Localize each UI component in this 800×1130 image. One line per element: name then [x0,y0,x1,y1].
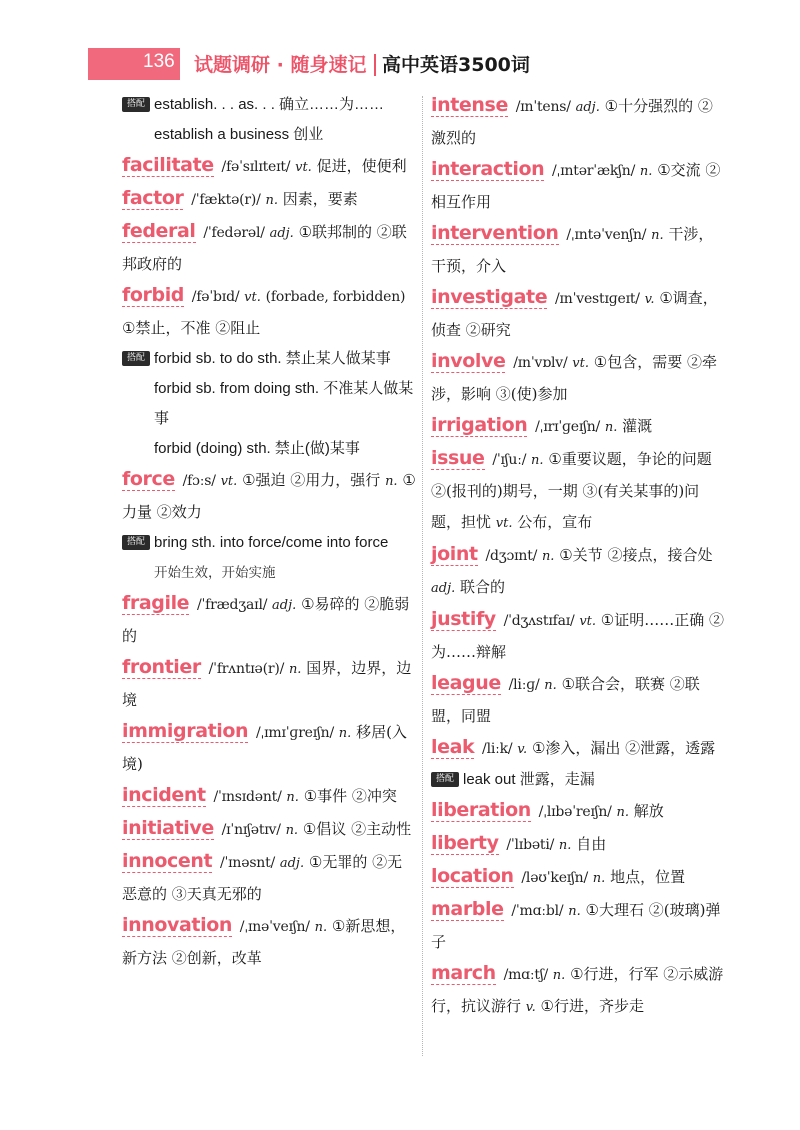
entry-incident [122,780,417,813]
entry-intense [431,90,727,154]
entry-federal [122,216,417,280]
phonetic: /ɪˈnɪʃətɪv/ [221,822,281,838]
entry-forbid [122,280,417,344]
entry-investigate [431,282,727,346]
phonetic: /ˈfrʌntɪə(r)/ [208,661,285,677]
collocation-text: forbid (doing) sth. 禁止(做)某事 [154,440,360,457]
right-column [431,90,727,1023]
entry-justify [431,604,727,668]
collocation-establish [122,90,417,150]
phonetic: /ɪnˈtens/ [515,99,571,115]
headword: liberation [431,799,531,821]
entry-facilitate [122,150,417,183]
definition: ①证明……正确 ②为……辩解 [431,611,725,661]
definition: ①交流 ②相互作用 [431,161,721,211]
definition: 联合的 [460,578,506,596]
part-of-speech: n. [288,662,302,677]
definition: ①新思想，新方法 ②创新，改革 [122,917,406,967]
definition: ①禁止，不准 ②阻止 [122,319,261,337]
entry-innovation [122,910,417,974]
definition: ①关节 ②接点，接合处 [559,546,713,564]
entry-liberty [431,828,727,861]
part-of-speech: n. [544,678,557,693]
phonetic: /ˌɪrɪˈɡeɪʃn/ [535,419,601,435]
part-of-speech: adj. [269,226,294,241]
entry-immigration [122,716,417,780]
definition: ①十分强烈的 ②激烈的 [431,97,713,147]
definition: ①无罪的 ②无恶意的 ③天真无邪的 [122,853,403,903]
collocation-badge: 搭配 [122,97,150,112]
part-of-speech: vt. [244,290,261,305]
collocation-text: establish a business 创业 [154,126,324,143]
part-of-speech: v. [644,292,655,307]
definition: ①事件 ②冲突 [303,787,397,805]
headword: leak [431,736,475,758]
definition: 地点，位置 [610,868,686,886]
left-column [122,90,417,974]
phonetic: /liːk/ [482,741,513,757]
headword: march [431,962,496,984]
entry-frontier [122,652,417,716]
phonetic: /ˈfrædʒaɪl/ [196,597,268,613]
collocation-text: leak out 泄露，走漏 [463,771,595,788]
part-of-speech: n. [265,193,278,208]
phonetic: /mɑːtʃ/ [503,967,548,983]
definition: ①调查，侦查 ②研究 [431,289,718,339]
page-number: 136 [143,51,175,72]
part-of-speech: vt. [495,516,513,531]
headword: irrigation [431,414,528,436]
phonetic: /fəˈsɪlɪteɪt/ [221,159,291,175]
phonetic: /ˌɪnəˈveɪʃn/ [239,919,310,935]
headword: incident [122,784,206,806]
part-of-speech: n. [541,549,555,564]
part-of-speech: adj. [272,598,297,613]
part-of-speech: n. [604,420,618,435]
column-divider [422,96,423,1056]
phonetic: /ˌɪntərˈækʃn/ [552,163,636,179]
page-header [0,48,800,80]
headword: fragile [122,592,190,614]
phonetic: /ˈdʒʌstɪfaɪ/ [503,613,575,629]
collocation-badge: 搭配 [122,535,150,550]
collocation-forbid [122,344,417,464]
part-of-speech: n. [338,726,352,741]
definition: 国界，边界，边境 [122,659,412,709]
headword: innocent [122,850,213,872]
phonetic: /ləʊˈkeɪʃn/ [521,870,588,886]
part-of-speech: vt. [579,614,597,629]
collocation-text: bring sth. into force/come into force [154,534,389,551]
entry-initiative [122,813,417,846]
part-of-speech: n. [639,164,653,179]
headword: issue [431,447,485,469]
entry-leak [431,732,727,765]
part-of-speech: n. [285,823,299,838]
definition: ①联合会，联赛 ②联盟，同盟 [431,675,700,725]
part-of-speech: v. [525,1000,536,1015]
headword: joint [431,543,478,565]
headword: involve [431,350,506,372]
headword: force [122,468,175,490]
part-of-speech: n. [552,968,566,983]
entry-interaction [431,154,727,218]
headword: league [431,672,501,694]
part-of-speech: v. [517,742,528,757]
definition: ①渗入，漏出 ②泄露，透露 [531,739,716,757]
part-of-speech: vt. [572,356,589,371]
entry-irrigation [431,410,727,443]
phonetic: /ˈmɑːbl/ [511,903,564,919]
collocation-badge: 搭配 [122,351,150,366]
headword: immigration [122,720,249,742]
phonetic: /fɔːs/ [182,473,216,489]
part-of-speech: n. [592,871,606,886]
headword: liberty [431,832,499,854]
definition: ①联邦制的 ②联邦政府的 [122,223,407,273]
headword: interaction [431,158,545,180]
headword: innovation [122,914,233,936]
phonetic: /ˈlɪbəti/ [506,837,555,853]
part-of-speech: n. [531,453,544,468]
headword: marble [431,898,504,920]
phonetic: /ˌlɪbəˈreɪʃn/ [538,804,612,820]
definition: 移居(入境) [122,723,407,773]
headword: initiative [122,817,214,839]
headword: intense [431,94,508,116]
entry-intervention [431,218,727,282]
phonetic: /ˈɪnəsnt/ [219,855,276,871]
phonetic: /ˈɪʃuː/ [492,452,527,468]
phonetic: /ˌɪntəˈvenʃn/ [566,227,647,243]
collocation-text: forbid sb. from doing sth. 不准某人做某事 [154,380,414,427]
definition: 干涉，干预，介入 [431,225,714,275]
collocation-badge: 搭配 [431,772,459,787]
collocation-text: establish. . . as. . . 确立……为…… [154,96,385,113]
header-separator [374,54,376,76]
headword: facilitate [122,154,214,176]
part-of-speech: n. [385,474,398,489]
entry-fragile [122,588,417,652]
part-of-speech: vt. [220,474,238,489]
collocation-leak [431,765,727,795]
phonetic: /fəˈbɪd/ [191,289,240,305]
definition: 自由 [576,835,607,853]
definition: 灌溉 [622,417,653,435]
collocation-text: forbid sb. to do sth. 禁止某人做某事 [154,350,391,367]
series-title: 试题调研 · 随身速记 [194,54,367,76]
definition: 解放 [633,802,664,820]
entry-involve [431,346,727,410]
phonetic: /ˈfedərəl/ [203,225,265,241]
definition: ①行进，行军 ②示威游行，抗议游行 [431,965,724,1015]
book-title: 高中英语3500词 [382,54,530,76]
part-of-speech: adj. [575,100,600,115]
entry-joint [431,539,727,604]
part-of-speech: n. [616,805,629,820]
headword: frontier [122,656,201,678]
headword: factor [122,187,184,209]
headword: investigate [431,286,548,308]
phonetic: /ˈfæktə(r)/ [191,192,261,208]
entry-march [431,958,727,1023]
phonetic: /liːɡ/ [508,677,540,693]
entry-factor [122,183,417,216]
collocation-text: 开始生效，开始实施 [154,565,276,581]
definition: ①倡议 ②主动性 [302,820,412,838]
entry-location [431,861,727,894]
headword: location [431,865,514,887]
definition: ①力量 ②效力 [122,471,416,521]
definition: ①包含，需要 ②牵涉，影响 ③(使)参加 [431,353,717,403]
phonetic: /ˈɪnsɪdənt/ [213,789,282,805]
part-of-speech: vt. [295,160,312,175]
definition: ①行进，齐步走 [540,997,644,1015]
phonetic: /dʒɔɪnt/ [485,548,538,564]
part-of-speech: n. [286,790,299,805]
entry-innocent [122,846,417,910]
part-of-speech: adj. [431,581,456,596]
definition: ①强迫 ②用力，强行 [242,471,381,489]
entry-issue [431,443,727,539]
entry-liberation [431,795,727,828]
definition: 因素，要素 [282,190,358,208]
phonetic: /ɪnˈvestɪɡeɪt/ [555,291,640,307]
part-of-speech: n. [558,838,572,853]
definition: 促进，使便利 [316,157,407,175]
verb-forms: (forbade, forbidden) [265,289,406,305]
headword: justify [431,608,496,630]
collocation-force [122,528,417,588]
definition: 公布，宣布 [517,513,593,531]
entry-marble [431,894,727,958]
part-of-speech: n. [651,228,664,243]
part-of-speech: n. [568,904,581,919]
phonetic: /ɪnˈvɒlv/ [513,355,568,371]
part-of-speech: adj. [279,856,305,871]
entry-force [122,464,417,528]
definition: ①易碎的 ②脆弱的 [122,595,410,645]
headword: intervention [431,222,559,244]
headword: forbid [122,284,185,306]
phonetic: /ˌɪmɪˈɡreɪʃn/ [255,725,334,741]
headword: federal [122,220,196,242]
entry-league [431,668,727,732]
definition: ①重要议题，争论的问题 ②(报刊的)期号，一期 ③(有关某事的)问题，担忧 [431,450,712,531]
part-of-speech: n. [314,920,328,935]
definition: ①大理石 ②(玻璃)弹子 [431,901,721,951]
